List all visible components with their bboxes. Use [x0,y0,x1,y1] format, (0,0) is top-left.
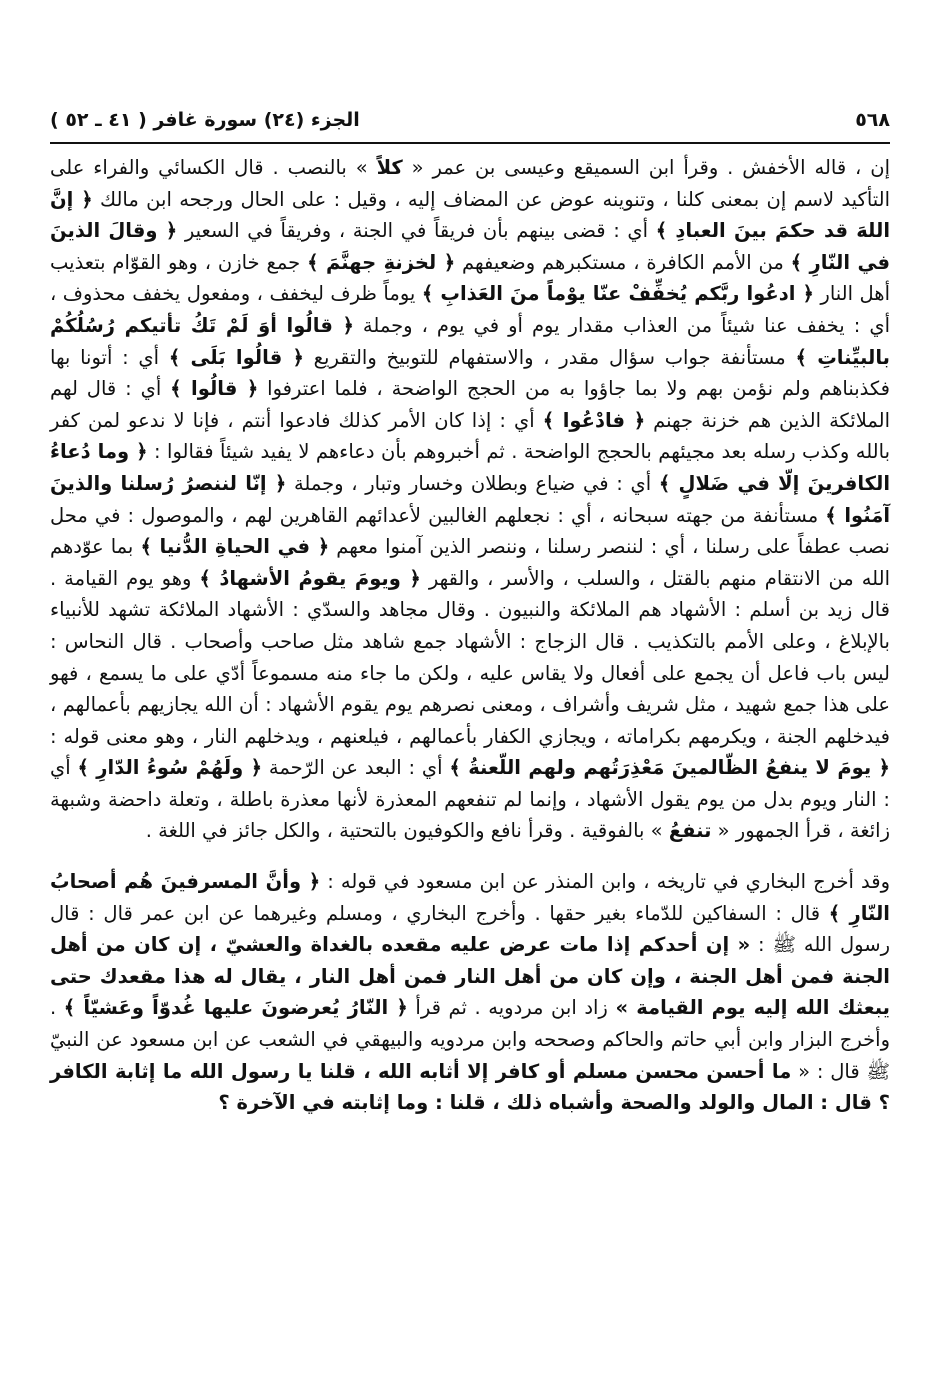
quran-quote: ﴿ ويومَ يقومُ الأشهادُ ﴾ [199,566,421,590]
commentary-text: أي : في ضياع وبطلان وخسار وتبار ، وجملة [286,471,659,495]
commentary-text: زاد ابن مردويه . ثم قرأ [407,996,616,1020]
commentary-text: أي : البعد عن الرّحمة [262,756,450,780]
commentary-text: قال : السفاكين للدّماء بغير حقها . وأخرج البخاري ، ومسلم وغيرهما عن ابن عمر قال : قال رسول الله ﷺ : [50,901,891,957]
quran-quote: كلاً [376,156,403,179]
page-body [50,152,890,1119]
commentary-text: وقد أخرج البخاري في تاريخه ، وابن المنذر عن ابن مسعود في قوله : [320,870,891,894]
quran-quote: ﴿ قالُوا بَلَى ﴾ [168,345,304,369]
quran-quote: ﴿ وقالَ الذينَ في النّارِ ﴾ [50,219,891,274]
commentary-text: مستأنفة من جهته سبحانه ، أي : نجعلهم الغالبين لأعدائهم القاهرين لهم ، والموصول : في محل نصب عطفاً على رسلنا ، أي : لننصر رسلنا ، وننصر الذين آمنوا معهم [50,503,890,559]
commentary-text: مستأنفة جواب سؤال مقدر ، والاستفهام للتوبيخ والتقريع [303,345,796,369]
commentary-text: وهو يوم القيامة . قال زيد بن أسلم : الأشهاد هم الملائكة والنبيون . وقال مجاهد والسدّي : الأشهاد الملائكة تشهد للأنبياء بالإبلاغ ، وعلى الأمم بالتكذيب . قال الزجاج : الأشهاد جمع شاهد مثل صاحب وأصحاب . قال النحاس : ليس باب فاعل أن يجمع على أفعال ولا يقاس عليه ، ولكن ما جاء منه مسموعاً أدّي على ما يسمع ، فهو على هذا جمع شهيد ، مثل شريف وأشراف ، ومعنى نصرهم يوم يقوم الأشهاد : أن الله يجازيهم بأعمالهم ، فيدخلهم الجنة ، ويكرمهم بكراماته ، ويجازي الكفار بأعمالهم ، فيلعنهم ، ويدخلهم النار ، وهو معنى قوله : [50,566,890,748]
commentary-text: أي : قضى بينهم بأن فريقاً في الجنة ، وفريقاً في السعير [177,219,656,243]
paragraph-commentary [50,152,890,847]
quran-quote: تنفعُ [668,819,712,843]
hadith-quote: ما أحسن محسن مسلم أو كافر إلا أثابه الله ، قلنا يا رسول الله ما إثابة الكافر ؟ قال : المال والولد والصحة وأشباه ذلك ، قلنا : وما إثابته في الآخرة ؟ [50,1059,890,1115]
quran-quote: ﴿ النّارُ يُعرضونَ عليها غُدوّاً وعَشيّاً ﴾ [63,996,408,1020]
quran-quote: ﴿ إنّا لننصرُ رُسلنا والذينَ آمَنُوا ﴾ [50,471,890,527]
quran-quote: ﴿ ولَهُمْ سُوءُ الدّارِ ﴾ [77,756,263,780]
page-header [50,100,890,140]
quran-quote: ﴿ فادْعُوا ﴾ [542,408,646,432]
quran-quote: ﴿ يومَ لا ينفعُ الظّالمينَ مَعْذِرَتُهم ولهم اللّعنةُ ﴾ [449,756,890,780]
quran-quote: ﴿ وأنَّ المسرفينَ هُم أصحابُ النّارِ ﴾ [50,870,890,925]
commentary-text: إن ، قاله الأخفش . وقرأ ابن السميقع وعيسى بن عمر « [402,156,890,179]
commentary-text: جمع خازن ، وهو القوّام بتعذيب أهل النار [50,250,891,306]
commentary-text: أي : إذا كان الأمر كذلك فادعوا أنتم ، فإنا لا ندعو لمن كفر بالله وكذب رسله بعد مجيئهم بالحجج الواضحة . ثم أخبروهم بأن دعاءهم لا يفيد شيئاً فقالوا : [50,408,890,464]
quran-quote: ﴿ ادعُوا ربَّكم يُخفِّفْ عنّا يوْماً منَ العَذابِ ﴾ [421,282,814,306]
commentary-text: من الأمم الكافرة ، مستكبرهم وضعيفهم [455,250,791,274]
quran-quote: ﴿ قالُوا ﴾ [170,377,259,401]
commentary-text: يوماً ظرف ليخفف ، ومفعول يخفف محذوف ، أي : يخفف عنا شيئاً من العذاب مقدار يوم أو في يوم ، وجملة [50,282,890,337]
commentary-text: » بالنصب . قال الكسائي والفراء على التأكيد لاسم إن بمعنى كلنا ، وتنوينه عوض عن المضاف إليه ، وقيل : على الحال ورجحه ابن مالك [50,156,890,211]
quran-quote: ﴿ إنَّ اللهَ قد حكمَ بينَ العبادِ ﴾ [50,187,890,243]
commentary-text: بما عوّدهم الله من الانتقام منهم بالقتل ، والسلب ، والأسر ، والقهر [50,535,890,590]
running-title: الجزء (٢٤) سورة غافر ( ٤١ ـ ٥٢ ) [50,109,360,131]
commentary-text: أي : قال لهم الملائكة الذين هم خزنة جهنم [50,377,890,432]
quran-quote: ﴿ قالُوا أوَ لَمْ تَكُ تأتيكم رُسُلُكُمْ بالبيِّناتِ ﴾ [50,313,890,369]
page-number: ٥٦٨ [855,109,890,131]
commentary-text: أي : النار ويوم بدل من يوم يقول الأشهاد ، وإنما لم تنفعهم المعذرة لأنها معذرة باطلة ، وتعلة داحضة وشبهة زائغة ، قرأ الجمهور « [50,756,890,843]
header-rule [50,142,890,144]
hadith-quote: « إن أحدكم إذا مات عرض عليه مقعده بالغداة والعشيّ ، إن كان من أهل الجنة فمن أهل الجنة ، وإن كان من أهل النار فمن أهل النار ، يقال له هذا مقعدك حتى يبعثك الله إليه يوم القيامة » [50,933,891,1020]
commentary-text: » بالفوقية . وقرأ نافع والكوفيون بالتحتية ، والكل جائز في اللغة . [145,819,669,843]
commentary-text: أي : أتونا بها فكذبناهم ولم نؤمن بهم ولا بما جاؤوا به من الحجج الواضحة ، فلما اعترفوا [50,345,890,401]
commentary-text: . وأخرج البزار وابن أبي حاتم والحاكم وصححه وابن مردويه والبيهقي في الشعب عن ابن مسعود عن النبيّ ﷺ قال : « [50,996,891,1083]
quran-quote: ﴿ لخزنةِ جهنَّمَ ﴾ [307,250,456,274]
quran-quote: ﴿ في الحياةِ الدُّنيا ﴾ [140,535,330,559]
paragraph-narrations [50,866,890,1119]
quran-quote: ﴿ وما دُعاءُ الكافرينَ إلّا في ضَلالٍ ﴾ [50,440,890,495]
